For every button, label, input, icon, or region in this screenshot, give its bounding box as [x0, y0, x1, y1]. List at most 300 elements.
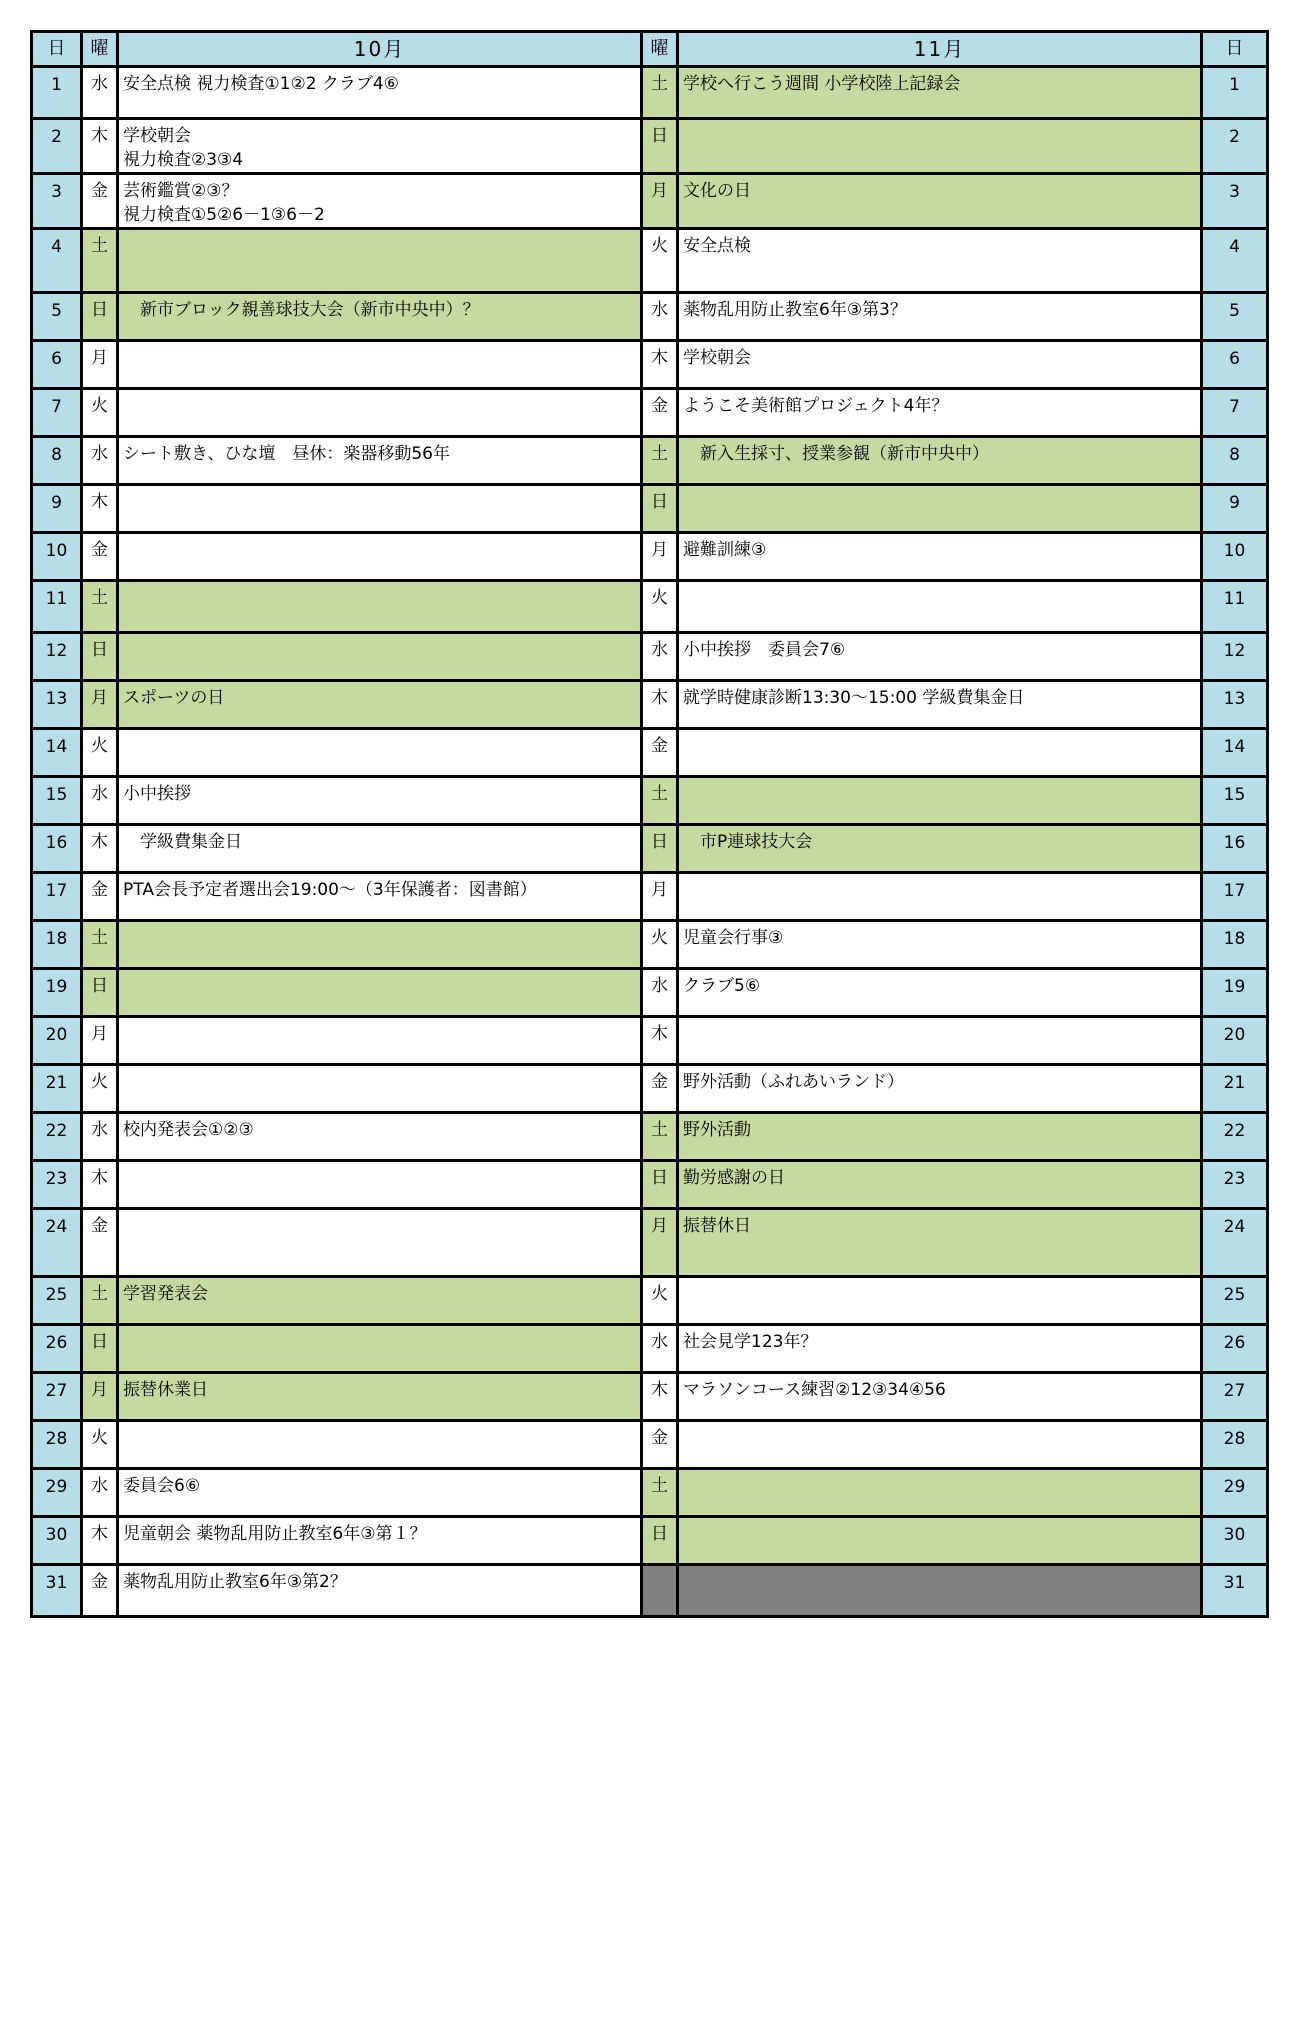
november-event — [678, 437, 1202, 485]
november-weekday — [642, 1565, 678, 1617]
october-event-text — [123, 1162, 640, 1166]
november-event — [678, 1065, 1202, 1113]
october-event-text — [123, 1018, 640, 1022]
october-event — [118, 1065, 642, 1113]
november-event-text: 社会見学123年？ — [683, 1332, 818, 1352]
day-number-right-text: 21 — [1223, 1073, 1246, 1093]
november-weekday-text: 日 — [651, 1168, 668, 1188]
day-number-right-text: 20 — [1223, 1025, 1246, 1045]
day-number-right — [1202, 1277, 1268, 1325]
october-weekday-text: 木 — [91, 1524, 108, 1544]
day-number-right — [1202, 825, 1268, 873]
calendar-row — [32, 1469, 1268, 1517]
october-event — [118, 485, 642, 533]
november-event — [678, 681, 1202, 729]
day-number-left — [32, 633, 82, 681]
day-number-right — [1202, 729, 1268, 777]
november-weekday-text: 土 — [651, 1476, 668, 1496]
november-weekday-text: 土 — [651, 784, 668, 804]
day-number-right-text: 2 — [1229, 127, 1240, 147]
day-number-left-text: 31 — [45, 1573, 68, 1593]
october-event — [118, 825, 642, 873]
day-number-right — [1202, 293, 1268, 341]
october-weekday — [82, 777, 118, 825]
november-weekday — [642, 1421, 678, 1469]
day-number-left — [32, 229, 82, 293]
october-weekday-text: 土 — [91, 1284, 108, 1304]
october-weekday — [82, 119, 118, 174]
october-event-text — [123, 486, 640, 490]
day-number-left — [32, 729, 82, 777]
day-number-right — [1202, 1421, 1268, 1469]
november-weekday — [642, 1469, 678, 1517]
november-event-text: 就学時健康診断13:30～15:00 学級費集金日 — [683, 688, 1025, 708]
november-event — [678, 389, 1202, 437]
calendar-row — [32, 633, 1268, 681]
november-weekday-text: 木 — [651, 688, 668, 708]
november-weekday-text: 木 — [651, 348, 668, 368]
october-weekday — [82, 1209, 118, 1277]
october-weekday-text: 水 — [91, 444, 108, 464]
october-weekday — [82, 1325, 118, 1373]
day-number-left-text: 19 — [45, 977, 68, 997]
october-weekday-text: 土 — [91, 928, 108, 948]
day-number-right-text: 30 — [1223, 1525, 1246, 1545]
day-number-left — [32, 533, 82, 581]
october-weekday — [82, 1017, 118, 1065]
october-weekday — [82, 1517, 118, 1565]
october-weekday — [82, 174, 118, 229]
october-event — [118, 1373, 642, 1421]
october-weekday — [82, 1277, 118, 1325]
day-number-right-text: 16 — [1223, 833, 1246, 853]
october-event — [118, 1469, 642, 1517]
day-number-left-text: 13 — [45, 689, 68, 709]
november-event — [678, 229, 1202, 293]
october-event — [118, 119, 642, 174]
october-event — [118, 389, 642, 437]
october-weekday — [82, 293, 118, 341]
day-number-left — [32, 1325, 82, 1373]
november-weekday — [642, 1017, 678, 1065]
day-number-left-text: 20 — [45, 1025, 68, 1045]
november-weekday — [642, 1517, 678, 1565]
november-event — [678, 921, 1202, 969]
october-weekday — [82, 633, 118, 681]
calendar-row — [32, 729, 1268, 777]
calendar-row — [32, 1113, 1268, 1161]
october-event — [118, 293, 642, 341]
day-number-right-text: 12 — [1223, 641, 1246, 661]
day-number-right-text: 6 — [1229, 349, 1240, 369]
november-weekday-text: 金 — [651, 1072, 668, 1092]
day-number-right-text: 15 — [1223, 785, 1246, 805]
november-weekday — [642, 681, 678, 729]
november-weekday-text: 金 — [651, 736, 668, 756]
november-weekday — [642, 1113, 678, 1161]
calendar-row — [32, 1565, 1268, 1617]
day-number-left — [32, 1373, 82, 1421]
day-number-left-text: 26 — [45, 1333, 68, 1353]
day-number-right — [1202, 67, 1268, 119]
november-event — [678, 581, 1202, 633]
october-weekday — [82, 1373, 118, 1421]
november-event — [678, 825, 1202, 873]
day-number-right-text: 24 — [1223, 1217, 1246, 1237]
october-event — [118, 777, 642, 825]
day-number-right-text: 28 — [1223, 1429, 1246, 1449]
october-weekday-text: 金 — [91, 880, 108, 900]
day-number-right-text: 22 — [1223, 1121, 1246, 1141]
day-number-right-text: 31 — [1223, 1573, 1246, 1593]
day-number-right-text: 5 — [1229, 301, 1240, 321]
october-weekday-text: 月 — [91, 1024, 108, 1044]
day-number-left — [32, 1161, 82, 1209]
october-weekday-text: 木 — [91, 492, 108, 512]
day-number-left — [32, 293, 82, 341]
november-event — [678, 1113, 1202, 1161]
november-event-text: 市P連球技大会 — [683, 832, 813, 852]
november-weekday-text: 日 — [651, 492, 668, 512]
day-number-left — [32, 485, 82, 533]
october-event-text: 振替休業日 — [123, 1380, 208, 1400]
day-number-right — [1202, 1161, 1268, 1209]
day-number-left-text: 27 — [45, 1381, 68, 1401]
november-event-text: 野外活動（ふれあいランド） — [683, 1072, 904, 1092]
calendar-row — [32, 969, 1268, 1017]
day-number-right-text: 18 — [1223, 929, 1246, 949]
november-event-text: ようこそ美術館プロジェクト4年？ — [683, 396, 949, 416]
october-weekday — [82, 437, 118, 485]
november-event — [678, 1209, 1202, 1277]
november-event — [678, 633, 1202, 681]
weekday-header-october: 曜 — [82, 32, 118, 67]
day-number-left-text: 24 — [45, 1217, 68, 1237]
day-number-right-text: 26 — [1223, 1333, 1246, 1353]
november-weekday — [642, 1373, 678, 1421]
day-number-right — [1202, 229, 1268, 293]
october-weekday-text: 木 — [91, 126, 108, 146]
november-weekday-text: 水 — [651, 300, 668, 320]
november-event-text — [683, 874, 1200, 878]
day-number-left — [32, 1517, 82, 1565]
october-event — [118, 729, 642, 777]
november-weekday — [642, 921, 678, 969]
october-event — [118, 633, 642, 681]
calendar-row — [32, 341, 1268, 389]
day-number-right — [1202, 681, 1268, 729]
calendar-row — [32, 1325, 1268, 1373]
day-number-right-text: 3 — [1229, 182, 1240, 202]
october-event — [118, 1113, 642, 1161]
november-event-text — [683, 1566, 1200, 1570]
day-number-left-text: 17 — [45, 881, 68, 901]
day-number-right-text: 7 — [1229, 397, 1240, 417]
october-weekday-text: 水 — [91, 1120, 108, 1140]
october-event-text — [123, 1326, 640, 1330]
october-event-text — [123, 534, 640, 538]
october-weekday — [82, 921, 118, 969]
november-event — [678, 533, 1202, 581]
october-event-text — [123, 922, 640, 926]
november-event-text: 小中挨拶 委員会7⑥ — [683, 640, 846, 660]
october-event-text: 学習発表会 — [123, 1284, 208, 1304]
november-event-text — [683, 1470, 1200, 1474]
november-weekday-text: 木 — [651, 1024, 668, 1044]
day-number-right — [1202, 581, 1268, 633]
october-weekday — [82, 67, 118, 119]
november-event-text: 安全点検 — [683, 236, 751, 256]
october-event — [118, 1325, 642, 1373]
october-weekday-text: 土 — [91, 588, 108, 608]
october-event — [118, 873, 642, 921]
november-weekday-text: 水 — [651, 1332, 668, 1352]
day-number-right-text: 14 — [1223, 737, 1246, 757]
november-event — [678, 1469, 1202, 1517]
day-number-right-text: 23 — [1223, 1169, 1246, 1189]
november-weekday-text: 月 — [651, 540, 668, 560]
day-number-left-text: 29 — [45, 1477, 68, 1497]
november-weekday-text: 日 — [651, 1524, 668, 1544]
october-weekday — [82, 1469, 118, 1517]
day-number-left — [32, 119, 82, 174]
day-number-left-text: 14 — [45, 737, 68, 757]
october-weekday-text: 水 — [91, 74, 108, 94]
day-number-left-text: 23 — [45, 1169, 68, 1189]
day-number-left-text: 9 — [51, 493, 62, 513]
october-weekday — [82, 533, 118, 581]
november-event — [678, 1421, 1202, 1469]
day-number-right-text: 8 — [1229, 445, 1240, 465]
november-event-text: 新入生採寸、授業参観（新市中央中） — [683, 444, 989, 464]
day-number-right — [1202, 1565, 1268, 1617]
october-event-text: 新市ブロック親善球技大会（新市中央中）？ — [123, 300, 480, 320]
november-event — [678, 1517, 1202, 1565]
october-event — [118, 921, 642, 969]
october-weekday-text: 日 — [91, 640, 108, 660]
october-event-text — [123, 230, 640, 234]
day-number-left-text: 6 — [51, 349, 62, 369]
october-event — [118, 341, 642, 389]
day-number-left — [32, 1209, 82, 1277]
october-event-text — [123, 970, 640, 974]
october-weekday-text: 金 — [91, 540, 108, 560]
day-number-right-text: 19 — [1223, 977, 1246, 997]
november-event-text: 薬物乱用防止教室6年③第3？ — [683, 300, 907, 320]
october-weekday-text: 金 — [91, 1216, 108, 1236]
november-weekday-text: 金 — [651, 1428, 668, 1448]
october-weekday-text: 土 — [91, 236, 108, 256]
day-header-left: 日 — [32, 32, 82, 67]
day-number-left — [32, 1277, 82, 1325]
october-event-text: 委員会6⑥ — [123, 1476, 201, 1496]
day-number-left — [32, 1421, 82, 1469]
november-event-text: 避難訓練③ — [683, 540, 767, 560]
calendar-row — [32, 389, 1268, 437]
day-number-left-text: 4 — [51, 237, 62, 257]
day-number-right — [1202, 119, 1268, 174]
october-weekday-text: 月 — [91, 688, 108, 708]
october-weekday — [82, 969, 118, 1017]
october-weekday — [82, 825, 118, 873]
november-weekday — [642, 873, 678, 921]
november-event-text — [683, 1278, 1200, 1282]
calendar-row — [32, 1517, 1268, 1565]
calendar-row — [32, 67, 1268, 119]
november-weekday-text: 金 — [651, 396, 668, 416]
november-event-text: 文化の日 — [683, 181, 751, 201]
october-event — [118, 229, 642, 293]
day-number-right — [1202, 969, 1268, 1017]
november-event — [678, 1565, 1202, 1617]
november-event — [678, 341, 1202, 389]
october-event — [118, 1017, 642, 1065]
november-weekday — [642, 1161, 678, 1209]
november-event — [678, 729, 1202, 777]
october-weekday — [82, 1421, 118, 1469]
november-weekday-text — [643, 1566, 676, 1570]
day-number-right-text: 13 — [1223, 689, 1246, 709]
day-number-right — [1202, 1517, 1268, 1565]
october-event — [118, 1421, 642, 1469]
october-weekday-text: 水 — [91, 1476, 108, 1496]
october-event — [118, 1565, 642, 1617]
november-weekday-text: 火 — [651, 928, 668, 948]
calendar-row — [32, 825, 1268, 873]
october-weekday-text: 火 — [91, 736, 108, 756]
november-weekday — [642, 119, 678, 174]
day-number-right-text: 9 — [1229, 493, 1240, 513]
october-event — [118, 581, 642, 633]
november-event — [678, 1017, 1202, 1065]
calendar-row — [32, 229, 1268, 293]
november-weekday-text: 土 — [651, 444, 668, 464]
calendar-row — [32, 1161, 1268, 1209]
october-event-text — [123, 342, 640, 346]
day-number-right — [1202, 1325, 1268, 1373]
day-number-left-text: 11 — [45, 589, 68, 609]
november-event — [678, 1325, 1202, 1373]
november-weekday — [642, 485, 678, 533]
october-weekday-text: 月 — [91, 1380, 108, 1400]
october-event — [118, 1209, 642, 1277]
october-event — [118, 1517, 642, 1565]
october-event-text: PTA会長予定者選出会19:00～（3年保護者：図書館） — [123, 880, 537, 900]
october-event — [118, 174, 642, 229]
day-number-right — [1202, 533, 1268, 581]
november-event-text — [683, 120, 1200, 124]
day-number-right-text: 25 — [1223, 1285, 1246, 1305]
day-number-left-text: 10 — [45, 541, 68, 561]
october-weekday-text: 金 — [91, 1572, 108, 1592]
calendar-row — [32, 533, 1268, 581]
november-weekday-text: 水 — [651, 976, 668, 996]
day-number-right-text: 4 — [1229, 237, 1240, 257]
day-number-left-text: 25 — [45, 1285, 68, 1305]
november-event — [678, 1373, 1202, 1421]
november-weekday — [642, 729, 678, 777]
november-weekday-text: 土 — [651, 74, 668, 94]
november-weekday — [642, 825, 678, 873]
november-event-text — [683, 1518, 1200, 1522]
november-weekday — [642, 341, 678, 389]
november-weekday-text: 月 — [651, 181, 668, 201]
october-event — [118, 1277, 642, 1325]
day-number-left — [32, 174, 82, 229]
october-weekday — [82, 581, 118, 633]
november-weekday-text: 日 — [651, 832, 668, 852]
october-event-text: 安全点検 視力検査①1②2 クラブ4⑥ — [123, 74, 399, 94]
october-weekday-text: 水 — [91, 784, 108, 804]
october-weekday-text: 月 — [91, 348, 108, 368]
november-event-text: 野外活動 — [683, 1120, 751, 1140]
october-event — [118, 1161, 642, 1209]
november-event-text — [683, 1422, 1200, 1426]
calendar-row — [32, 777, 1268, 825]
day-number-right — [1202, 437, 1268, 485]
day-number-left — [32, 67, 82, 119]
calendar-row — [32, 681, 1268, 729]
calendar-row — [32, 174, 1268, 229]
october-event-text — [123, 390, 640, 394]
calendar-row — [32, 1065, 1268, 1113]
november-event-text: 学校へ行こう週間 小学校陸上記録会 — [683, 74, 961, 94]
october-event — [118, 437, 642, 485]
october-weekday — [82, 681, 118, 729]
calendar-row — [32, 485, 1268, 533]
day-number-left-text: 18 — [45, 929, 68, 949]
november-event-text: クラブ5⑥ — [683, 976, 761, 996]
day-number-right — [1202, 1373, 1268, 1421]
day-number-right — [1202, 1065, 1268, 1113]
november-weekday-text: 土 — [651, 1120, 668, 1140]
october-weekday — [82, 485, 118, 533]
calendar-row — [32, 873, 1268, 921]
day-number-left — [32, 1065, 82, 1113]
day-number-right-text: 29 — [1223, 1477, 1246, 1497]
november-weekday — [642, 969, 678, 1017]
october-event-text: 校内発表会①②③ — [123, 1120, 254, 1140]
day-number-left-text: 2 — [51, 127, 62, 147]
day-number-right — [1202, 633, 1268, 681]
october-event-text: シート敷き、ひな壇 昼休：楽器移動56年 — [123, 444, 450, 464]
october-event-text: 学級費集金日 — [123, 832, 242, 852]
november-event — [678, 485, 1202, 533]
day-number-right — [1202, 873, 1268, 921]
day-number-left — [32, 1017, 82, 1065]
day-number-left — [32, 921, 82, 969]
october-weekday — [82, 873, 118, 921]
day-number-left-text: 15 — [45, 785, 68, 805]
november-event-text — [683, 778, 1200, 782]
october-event-text: スポーツの日 — [123, 688, 225, 708]
day-number-right-text: 17 — [1223, 881, 1246, 901]
november-event-text: 学校朝会 — [683, 348, 751, 368]
october-event-text: 学校朝会 視力検査②3③4 — [123, 126, 244, 170]
day-number-left-text: 7 — [51, 397, 62, 417]
day-number-left — [32, 825, 82, 873]
november-weekday-text: 火 — [651, 1284, 668, 1304]
day-header-right: 日 — [1202, 32, 1268, 67]
october-weekday-text: 日 — [91, 1332, 108, 1352]
calendar-row — [32, 1277, 1268, 1325]
day-number-right — [1202, 389, 1268, 437]
november-event — [678, 293, 1202, 341]
header-row — [32, 32, 1268, 67]
october-event-text — [123, 1422, 640, 1426]
november-weekday-text: 月 — [651, 880, 668, 900]
november-weekday — [642, 777, 678, 825]
